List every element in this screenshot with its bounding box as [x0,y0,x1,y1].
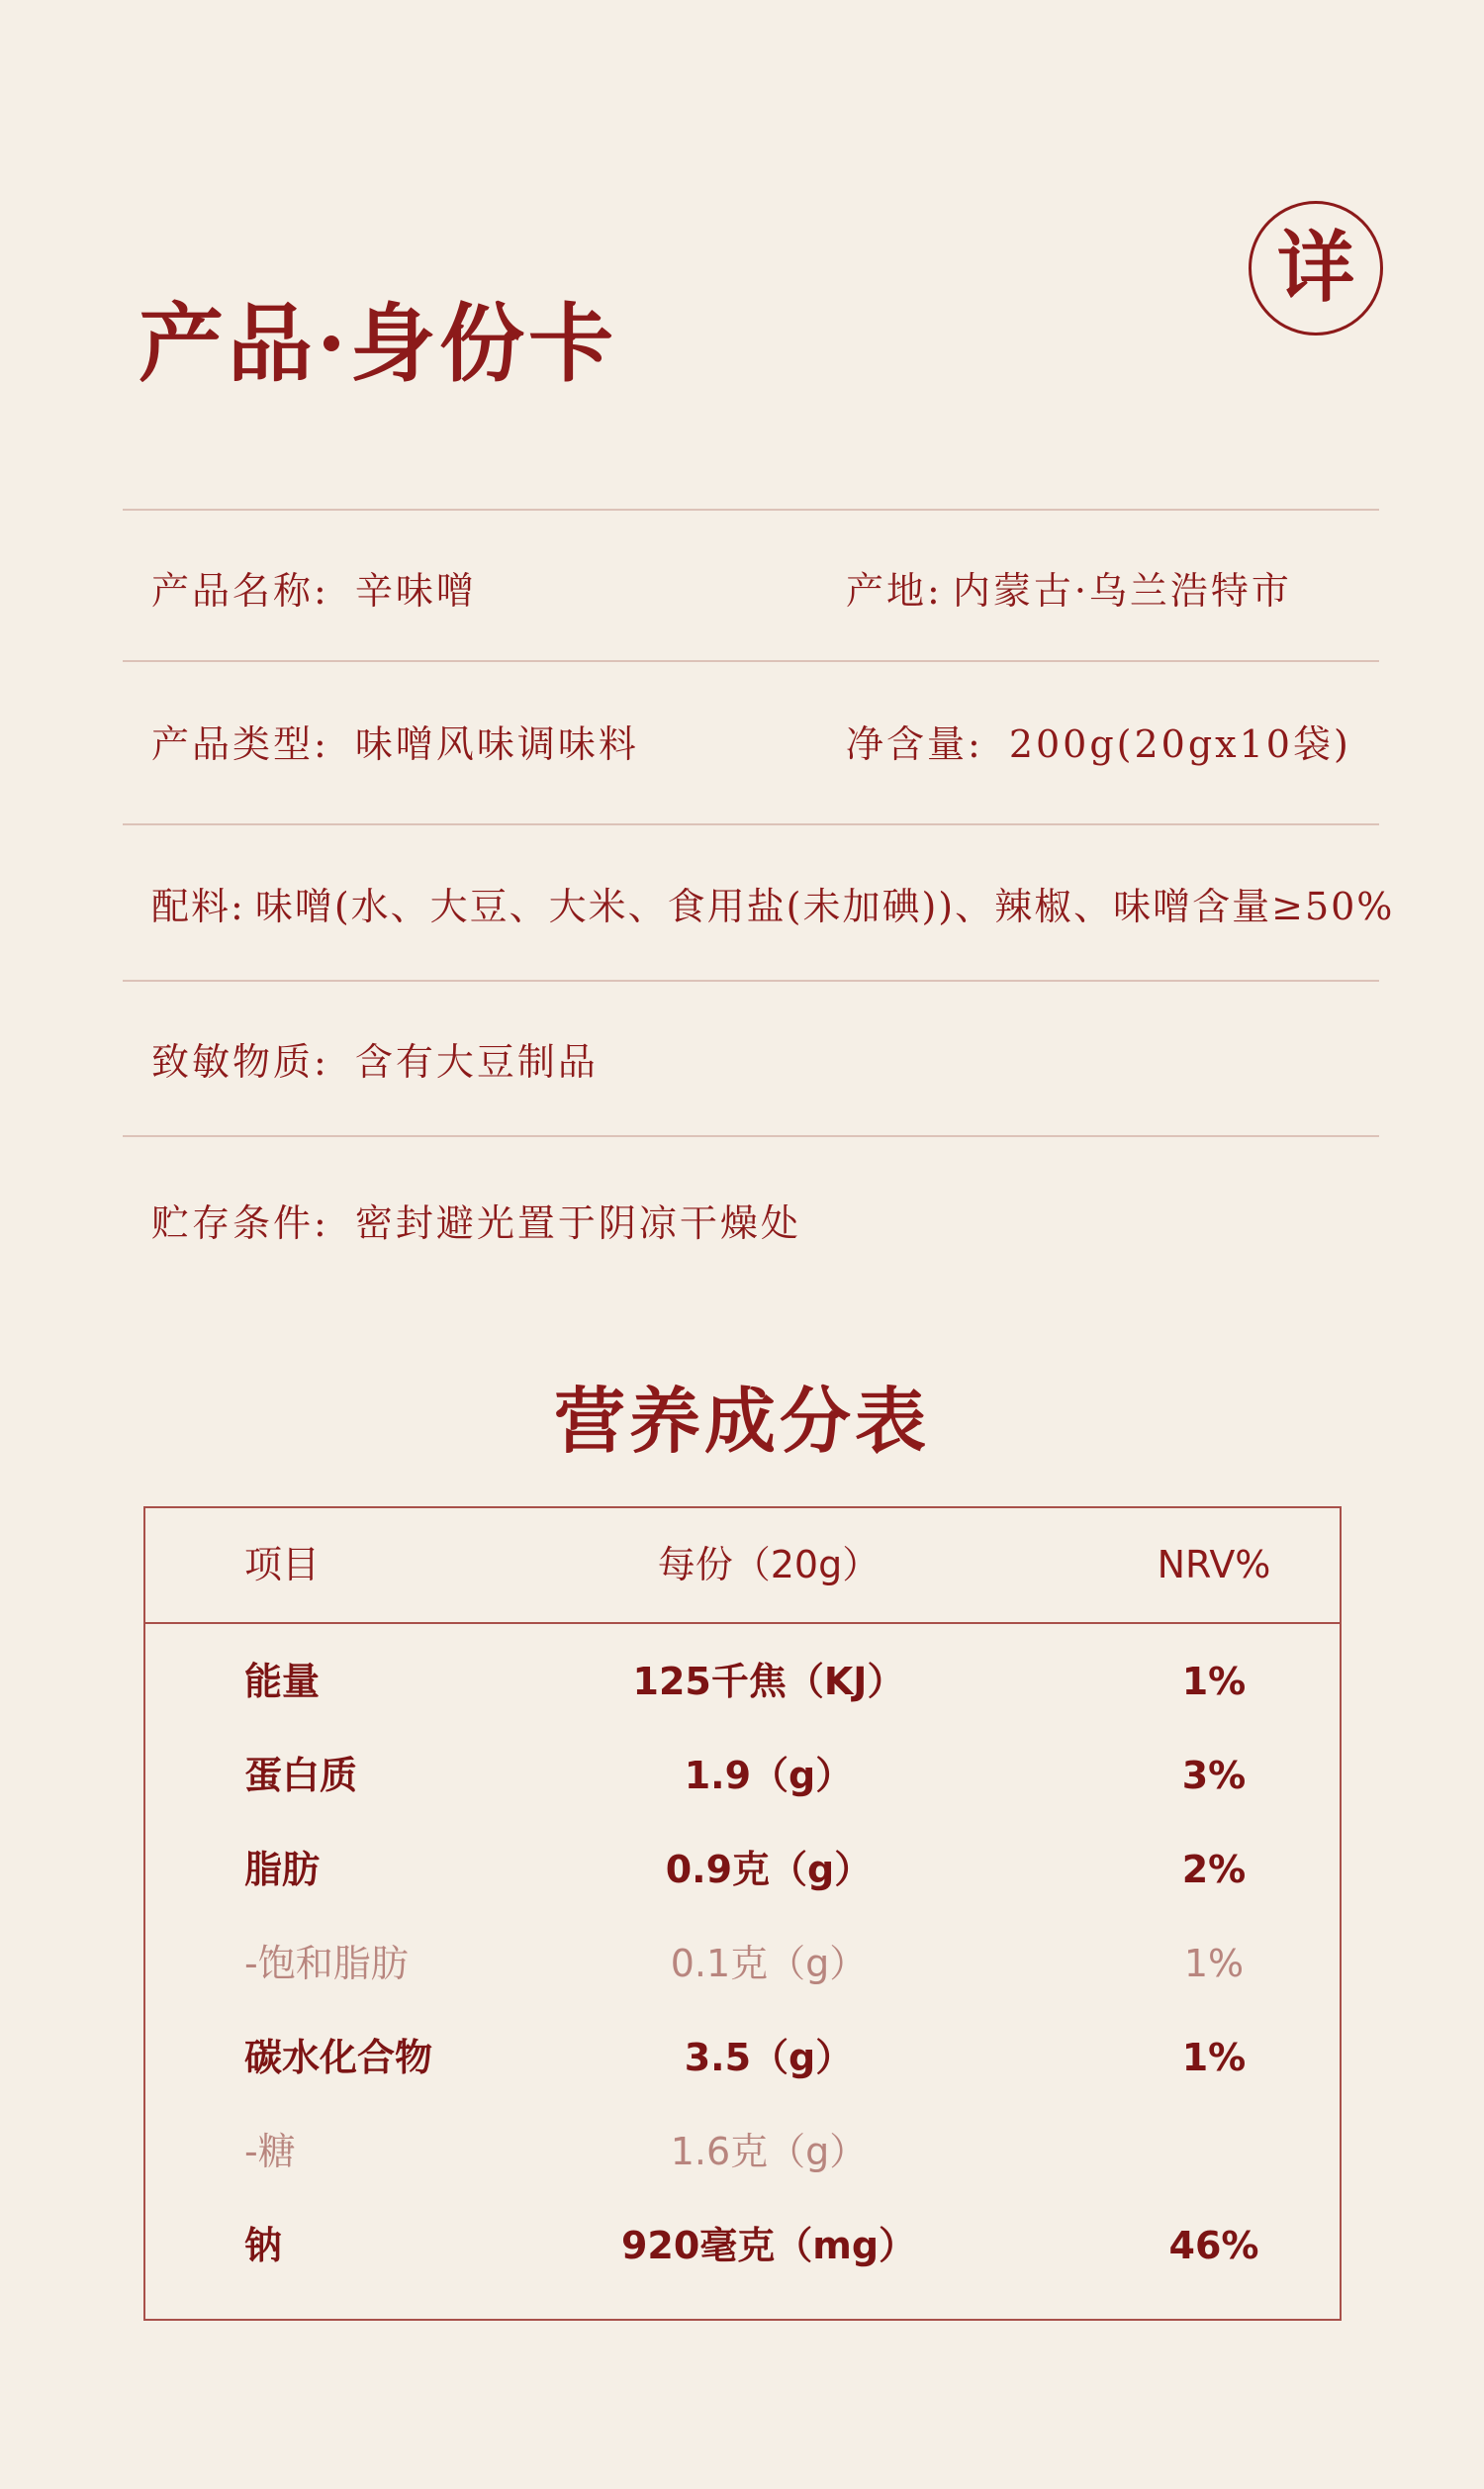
row-amount: 1.6克（g） [670,2130,868,2173]
allergen-value: 含有大豆制品 [354,1040,599,1084]
row-item-name: -饱和脂肪 [244,1942,409,1985]
detail-seal-badge: 详 [1249,201,1383,335]
origin-field [846,569,1292,613]
origin-label: 产地: [846,569,943,613]
row-item-name: 能量 [244,1660,321,1703]
row-amount: 0.1克（g） [670,1942,868,1985]
divider [123,509,1379,511]
row-amount: 0.9克（g） [665,1848,873,1891]
row-amount: 125千焦（KJ） [632,1660,905,1703]
net-content-label: 净含量: [846,722,983,766]
origin-value: 内蒙古·乌兰浩特市 [952,569,1292,613]
row-item-name: 碳水化合物 [244,2036,433,2079]
ingredients-field [151,885,1395,928]
row-amount: 920毫克（mg） [620,2224,917,2267]
header-divider [145,1622,1340,1624]
nutrition-table [143,1506,1342,2321]
product-type-field [151,722,639,766]
row-nrv: 46% [1168,2224,1259,2267]
header-per-serving: 每份（20g） [657,1543,881,1586]
allergen-label: 致敏物质: [151,1040,329,1084]
net-content-field [846,722,1351,766]
row-item-name: -糖 [244,2130,296,2173]
divider [123,980,1379,982]
page-title: 产品·身份卡 [139,294,617,394]
row-item-name: 钠 [244,2224,283,2267]
row-amount: 3.5（g） [684,2036,854,2079]
row-amount: 1.9（g） [684,1754,854,1797]
storage-label: 贮存条件: [151,1201,329,1245]
divider [123,660,1379,662]
net-content-value: 200g(20gx10袋) [1008,722,1351,766]
row-nrv: 3% [1181,1754,1247,1797]
divider [123,1135,1379,1137]
header-nrv: NRV% [1157,1543,1271,1586]
ingredients-label: 配料: [151,885,245,928]
product-type-label: 产品类型: [151,722,329,766]
row-nrv: 1% [1183,1942,1245,1985]
row-nrv: 1% [1181,2036,1247,2079]
row-item-name: 脂肪 [244,1848,321,1891]
row-item-name: 蛋白质 [244,1754,358,1797]
product-name-value: 辛味噌 [354,569,477,613]
allergen-field [151,1040,599,1084]
product-name-label: 产品名称: [151,569,329,613]
header-item: 项目 [244,1543,321,1586]
row-nrv: 2% [1181,1848,1247,1891]
ingredients-value: 味噌(水、大豆、大米、食用盐(未加碘))、辣椒、味噌含量≥50% [254,885,1395,928]
divider [123,823,1379,825]
row-nrv: 1% [1181,1660,1247,1703]
product-name-field [151,569,477,613]
product-type-value: 味噌风味调味料 [354,722,639,766]
nutrition-title: 营养成分表 [553,1379,930,1463]
storage-value: 密封避光置于阴凉干燥处 [354,1201,801,1245]
storage-field [151,1201,801,1245]
